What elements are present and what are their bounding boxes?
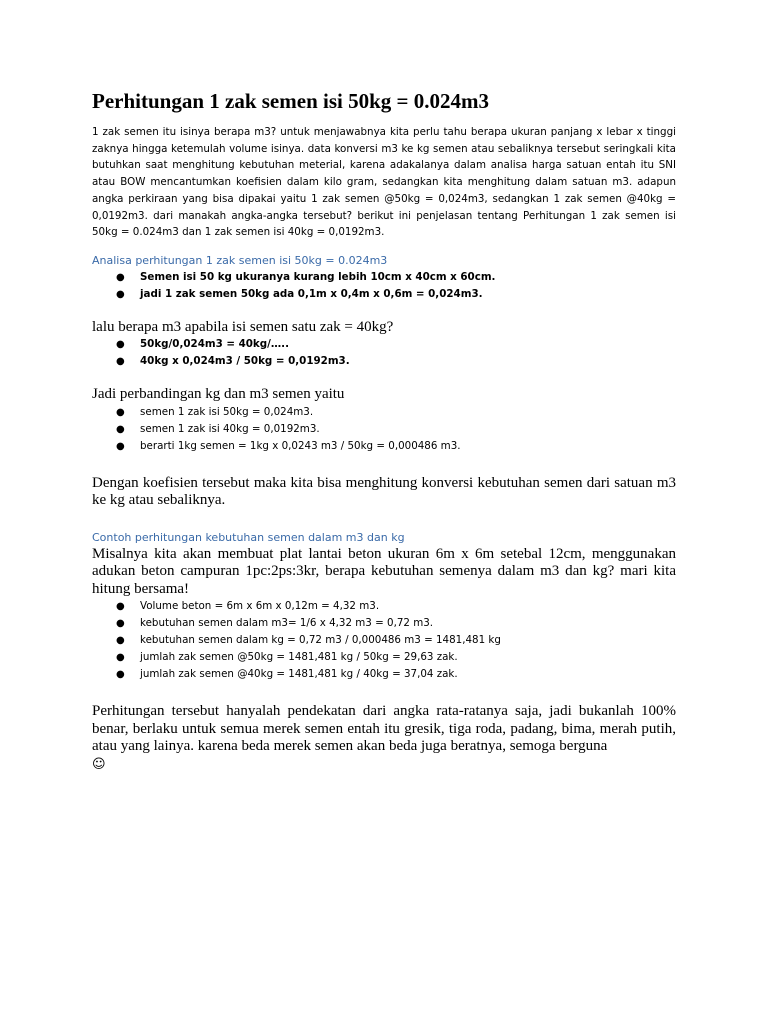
comparison-list bbox=[92, 404, 676, 455]
list-item: ● kebutuhan semen dalam kg = 0,72 m3 / 0,000486 m3 = 1481,481 kg bbox=[116, 632, 676, 649]
bullet-icon: ● bbox=[116, 356, 125, 368]
question-paragraph: lalu berapa m3 apabila isi semen satu zak = 40kg? bbox=[92, 318, 394, 335]
bullet-icon: ● bbox=[116, 652, 125, 664]
analisa-list bbox=[92, 269, 676, 303]
list-item: ● berarti 1kg semen = 1kg x 0,0243 m3 / 50kg = 0,000486 m3. bbox=[116, 438, 676, 455]
list-item: ● semen 1 zak isi 40kg = 0,0192m3. bbox=[116, 421, 676, 438]
list-item: ● Semen isi 50 kg ukuranya kurang lebih 10cm x 40cm x 60cm. bbox=[116, 269, 676, 286]
section-heading-contoh: Contoh perhitungan kebutuhan semen dalam m3 dan kg bbox=[92, 530, 405, 544]
bullet-icon: ● bbox=[116, 669, 125, 681]
example-paragraph: Misalnya kita akan membuat plat lantai beton ukuran 6m x 6m setebal 12cm, menggunakan adukan beton campuran 1pc:2ps:3kr, berapa kebutuhan semenya dalam m3 dan kg? mari kita hitung bersama! bbox=[92, 545, 676, 597]
list-item: ● Volume beton = 6m x 6m x 0,12m = 4,32 m3. bbox=[116, 598, 676, 615]
bullet-icon: ● bbox=[116, 635, 125, 647]
question-list bbox=[92, 336, 676, 370]
list-item: ● jumlah zak semen @40kg = 1481,481 kg / 40kg = 37,04 zak. bbox=[116, 666, 676, 683]
section-heading-analisa: Analisa perhitungan 1 zak semen isi 50kg = 0.024m3 bbox=[92, 253, 388, 267]
list-item: ● semen 1 zak isi 50kg = 0,024m3. bbox=[116, 404, 676, 421]
comparison-paragraph: Jadi perbandingan kg dan m3 semen yaitu bbox=[92, 386, 345, 403]
bullet-icon: ● bbox=[116, 423, 125, 435]
list-item: ● jumlah zak semen @50kg = 1481,481 kg / 50kg = 29,63 zak. bbox=[116, 649, 676, 666]
list-item: ● jadi 1 zak semen 50kg ada 0,1m x 0,4m x 0,6m = 0,024m3. bbox=[116, 286, 676, 303]
closing-paragraph bbox=[92, 703, 676, 773]
coefficient-paragraph: Dengan koefisien tersebut maka kita bisa menghitung konversi kebutuhan semen dari satuan m3 ke kg atau sebaliknya. bbox=[92, 474, 676, 509]
list-item: ● 50kg/0,024m3 = 40kg/….. bbox=[116, 336, 676, 353]
list-item: ● kebutuhan semen dalam m3= 1/6 x 4,32 m3 = 0,72 m3. bbox=[116, 615, 676, 632]
smiley-icon: ☺ bbox=[92, 756, 106, 772]
intro-paragraph: 1 zak semen itu isinya berapa m3? untuk menjawabnya kita perlu tahu berapa ukuran panjang x lebar x tinggi zaknya hingga ketemulah volume isinya. data konversi m3 ke kg semen atau sebaliknya tersebut seringkali kita butuhkan saat menghitung kebutuhan meterial, karena adakalanya dalam analisa harga satuan entah itu SNI atau BOW mencantumkan koefisien dalam kilo gram, sedangkan kita menghitung dalam satuan m3. adapun angka perkiraan yang bisa dipakai yaitu 1 zak semen @50kg = 0,024m3, sedangkan 1 zak semen @40kg = 0,0192m3. dari manakah angka-angka tersebut? berikut ini penjelasan tentang Perhitungan 1 zak semen isi 50kg = 0.024m3 dan 1 zak semen isi 40kg = 0,0192m3. bbox=[92, 126, 676, 239]
bullet-icon: ● bbox=[116, 406, 125, 418]
list-item: ● 40kg x 0,024m3 / 50kg = 0,0192m3. bbox=[116, 353, 676, 370]
example-list bbox=[92, 598, 676, 683]
page-title: Perhitungan 1 zak semen isi 50kg = 0.024m3 bbox=[92, 89, 489, 113]
bullet-icon: ● bbox=[116, 601, 125, 613]
bullet-icon: ● bbox=[116, 271, 125, 283]
closing-text: Perhitungan tersebut hanyalah pendekatan dari angka rata-ratanya saja, jadi bukanlah 100% benar, berlaku untuk semua merek semen entah itu gresik, tiga roda, padang, bima, merah putih, atau yang lainya. karena beda merek semen akan beda juga beratnya, semoga berguna bbox=[92, 703, 676, 755]
bullet-icon: ● bbox=[116, 339, 125, 351]
bullet-icon: ● bbox=[116, 618, 125, 630]
bullet-icon: ● bbox=[116, 440, 125, 452]
bullet-icon: ● bbox=[116, 288, 125, 300]
